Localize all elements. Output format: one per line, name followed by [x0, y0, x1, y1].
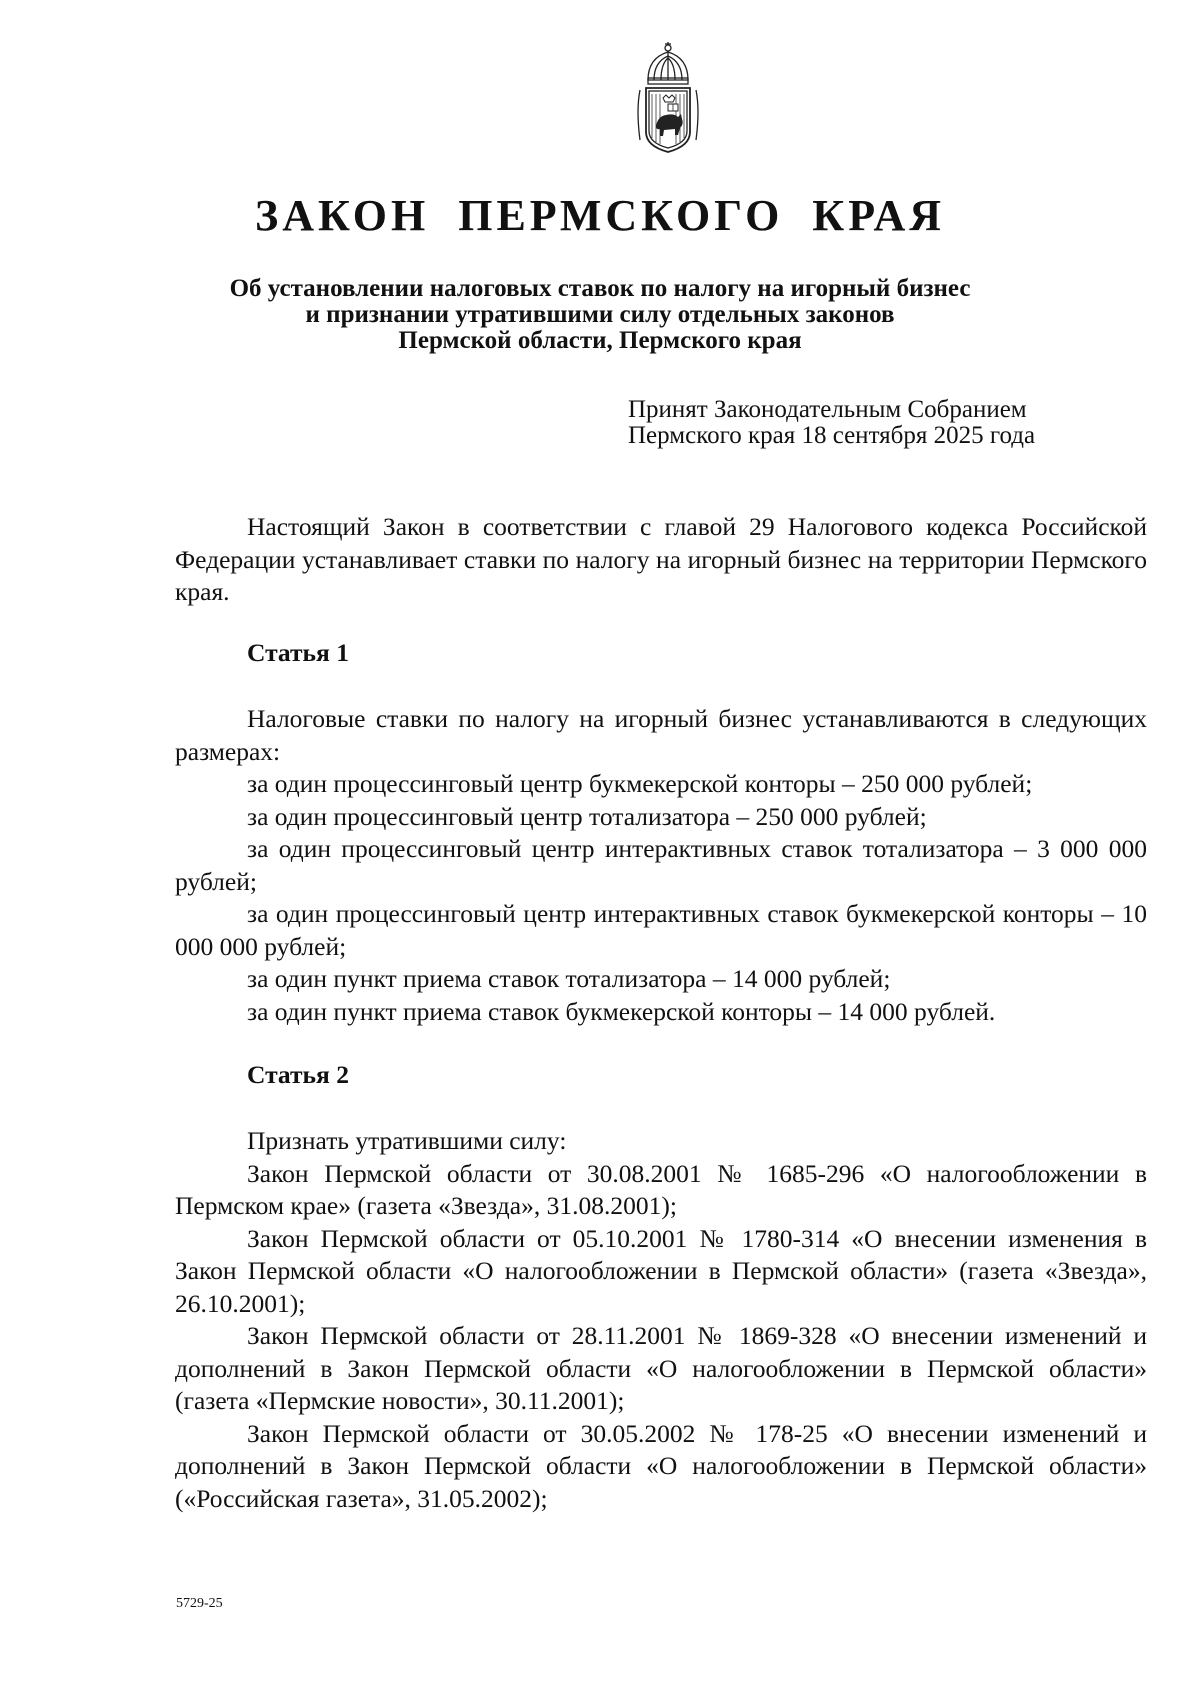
article-2-item: Закон Пермской области от 30.05.2002 № 178-25 «О внесении изменений и дополнений в Закон Пермской области «О налогообложении в Пермской области» («Российская газета», 31.05.2002);	[175, 1418, 1147, 1513]
article-2-heading: Статья 2	[247, 1060, 349, 1089]
preamble-block	[175, 511, 1147, 609]
document-code: 5729-25	[176, 1596, 223, 1611]
law-title: ЗАКОН ПЕРМСКОГО КРАЯ	[254, 191, 946, 240]
article-2-body	[175, 1125, 1147, 1515]
article-1-item: за один процессинговый центр букмекерской конторы – 250 000 рублей;	[247, 769, 1033, 798]
law-subtitle	[160, 276, 1040, 354]
coat-of-arms-emblem	[618, 40, 718, 155]
adoption-note-line: Принят Законодательным Собранием	[628, 396, 1027, 423]
article-1-item: за один процессинговый центр интерактивных ставок тотализатора – 3 000 000 рублей;	[175, 834, 1147, 896]
article-2-intro: Признать утратившими силу:	[247, 1126, 567, 1155]
law-subtitle-line: Об установлении налоговых ставок по налогу на игорный бизнес	[229, 275, 971, 302]
law-subtitle-line: Пермской области, Пермского края	[398, 327, 802, 354]
adoption-note	[628, 397, 1108, 449]
adoption-note-line: Пермского края 18 сентября 2025 года	[628, 422, 1036, 449]
article-1-body	[175, 703, 1147, 1028]
article-1-item: за один пункт приема ставок букмекерской конторы – 14 000 рублей.	[247, 996, 996, 1026]
article-2-item: Закон Пермской области от 28.11.2001 № 1869-328 «О внесении изменений и дополнений в Закон Пермской области «О налогообложении в Пермской области» (газета «Пермские новости», 30.11.2001);	[175, 1321, 1147, 1415]
law-subtitle-line: и признании утратившими силу отдельных законов	[305, 301, 895, 328]
article-1-intro: Налоговые ставки по налогу на игорный бизнес устанавливаются в следующих размерах:	[175, 704, 1147, 766]
article-1-item: за один пункт приема ставок тотализатора – 14 000 рублей;	[247, 964, 891, 993]
preamble-paragraph: Настоящий Закон в соответствии с главой 29 Налогового кодекса Российской Федерации устанавливает ставки по налогу на игорный бизнес на территории Пермского края.	[175, 512, 1147, 606]
article-1-heading: Статья 1	[247, 638, 349, 667]
article-2-item: Закон Пермской области от 05.10.2001 № 1780-314 «О внесении изменения в Закон Пермской области «О налогообложении в Пермской области» (газета «Звезда», 26.10.2001);	[175, 1223, 1147, 1318]
article-1-item: за один процессинговый центр интерактивных ставок букмекерской конторы – 10 000 000 рублей;	[175, 899, 1147, 961]
article-1-item: за один процессинговый центр тотализатора – 250 000 рублей;	[247, 801, 927, 831]
article-2-item: Закон Пермской области от 30.08.2001 № 1685-296 «О налогообложении в Пермском крае» (газета «Звезда», 31.08.2001);	[175, 1158, 1147, 1220]
